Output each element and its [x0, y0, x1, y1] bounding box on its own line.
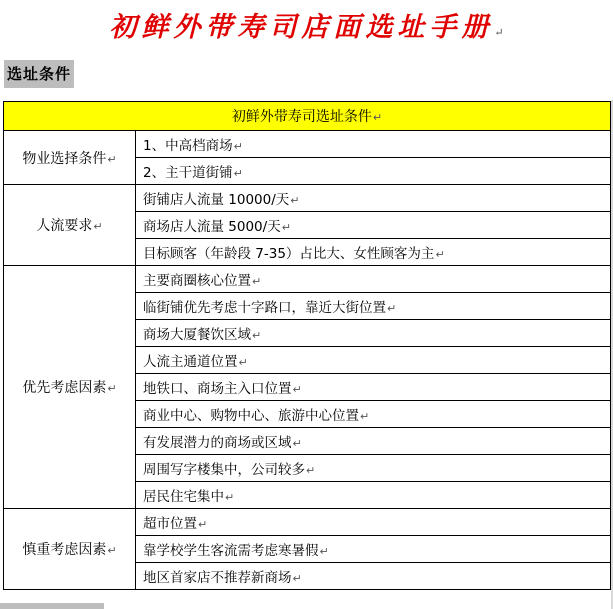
criteria-item-text: 居民住宅集中 [143, 489, 224, 505]
section-heading: 选址条件 [4, 60, 74, 88]
paragraph-mark-icon: ↵ [107, 382, 117, 395]
criteria-item-cell [136, 266, 611, 293]
criteria-item-text: 商场店人流量 5000/天 [143, 219, 281, 235]
category-cell [4, 185, 136, 266]
table-row [4, 185, 611, 212]
criteria-item-cell [136, 293, 611, 320]
paragraph-mark-icon: ↵ [281, 221, 291, 234]
criteria-item-cell [136, 374, 611, 401]
criteria-item-text: 人流主通道位置 [143, 354, 238, 370]
criteria-item-cell [136, 239, 611, 266]
criteria-item-text: 临街铺优先考虑十字路口，靠近大街位置 [143, 300, 386, 316]
criteria-item-text: 商业中心、购物中心、旅游中心位置 [143, 408, 359, 424]
criteria-item-cell [136, 563, 611, 590]
category-cell [4, 266, 136, 509]
document-title [0, 8, 613, 48]
paragraph-mark-icon: ↵ [107, 544, 117, 557]
paragraph-mark-icon: ↵ [319, 545, 329, 558]
criteria-item-text: 靠学校学生客流需考虑寒暑假 [143, 543, 319, 559]
table-row [4, 509, 611, 536]
table-header-cell [4, 102, 611, 131]
criteria-item-text: 超市位置 [143, 516, 197, 532]
paragraph-mark-icon: ↵ [306, 464, 316, 477]
criteria-item-cell [136, 158, 611, 185]
criteria-item-cell [136, 401, 611, 428]
category-label: 优先考虑因素 [22, 380, 107, 396]
criteria-item-cell [136, 185, 611, 212]
criteria-item-cell [136, 536, 611, 563]
criteria-item-cell [136, 212, 611, 239]
criteria-item-text: 主要商圈核心位置 [143, 273, 251, 289]
paragraph-mark-icon: ↵ [198, 518, 208, 531]
criteria-item-cell [136, 428, 611, 455]
bottom-selection-bar [0, 603, 104, 609]
paragraph-mark-icon: ↵ [290, 194, 300, 207]
criteria-item-cell [136, 455, 611, 482]
criteria-item-cell [136, 509, 611, 536]
paragraph-mark-icon: ↵ [494, 26, 504, 39]
paragraph-mark-icon: ↵ [292, 383, 302, 396]
criteria-item-text: 1、中高档商场 [143, 138, 233, 154]
category-label: 人流要求 [36, 218, 93, 234]
paragraph-mark-icon: ↵ [360, 410, 370, 423]
category-cell [4, 509, 136, 590]
criteria-item-text: 地铁口、商场主入口位置 [143, 381, 292, 397]
document-title-text: 初鲜外带寿司店面选址手册 [109, 12, 494, 43]
table-header-text: 初鲜外带寿司选址条件 [231, 109, 372, 125]
site-criteria-table-body [4, 102, 611, 590]
table-row [4, 266, 611, 293]
paragraph-mark-icon: ↵ [387, 302, 397, 315]
table-header-row [4, 102, 611, 131]
criteria-item-cell [136, 482, 611, 509]
paragraph-mark-icon: ↵ [93, 220, 103, 233]
paragraph-mark-icon: ↵ [107, 152, 117, 166]
criteria-item-cell [136, 320, 611, 347]
paragraph-mark-icon: ↵ [233, 140, 243, 153]
paragraph-mark-icon: ↵ [225, 491, 235, 504]
paragraph-mark-icon: ↵ [252, 329, 262, 342]
criteria-item-text: 地区首家店不推荐新商场 [143, 570, 292, 586]
site-criteria-table [3, 101, 611, 590]
paragraph-mark-icon: ↵ [435, 248, 445, 261]
paragraph-mark-icon: ↵ [292, 437, 302, 450]
criteria-item-cell [136, 131, 611, 158]
criteria-item-text: 2、主干道街铺 [143, 165, 233, 181]
criteria-item-text: 周围写字楼集中，公司较多 [143, 462, 305, 478]
paragraph-mark-icon: ↵ [238, 356, 248, 369]
paragraph-mark-icon: ↵ [292, 572, 302, 585]
paragraph-mark-icon: ↵ [372, 111, 383, 124]
criteria-item-text: 商场大厦餐饮区域 [143, 327, 251, 343]
criteria-item-text: 有发展潜力的商场或区域 [143, 435, 292, 451]
paragraph-mark-icon: ↵ [233, 167, 243, 180]
table-row [4, 131, 611, 158]
criteria-item-cell [136, 347, 611, 374]
criteria-item-text: 街铺店人流量 10000/天 [143, 192, 290, 208]
category-label: 慎重考虑因素 [22, 542, 107, 558]
category-cell [4, 131, 136, 185]
paragraph-mark-icon: ↵ [252, 275, 262, 288]
category-label: 物业选择条件 [22, 150, 107, 167]
criteria-item-text: 目标顾客（年龄段 7-35）占比大、女性顾客为主 [143, 246, 435, 262]
